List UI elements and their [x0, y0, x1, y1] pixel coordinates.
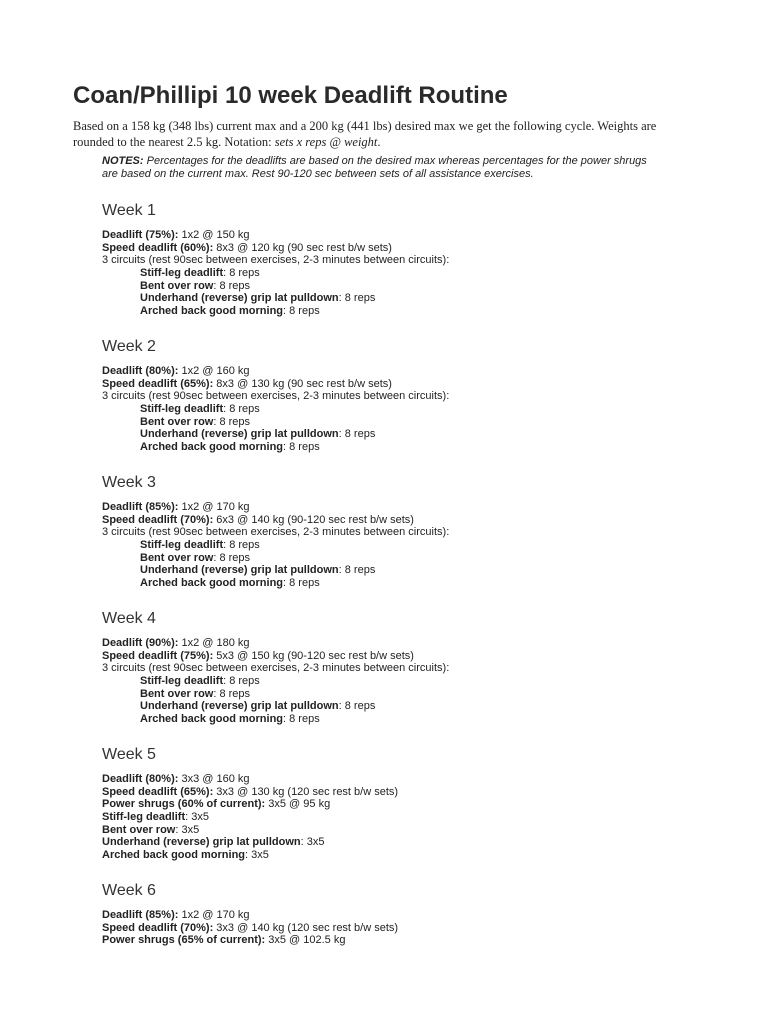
circuit-exercise-line — [102, 280, 702, 293]
exercise-prescription: : 3x5 — [300, 836, 325, 849]
week-heading: Week 3 — [102, 474, 156, 491]
exercise-name: Underhand (reverse) grip lat pulldown — [140, 292, 339, 305]
exercise-line — [102, 390, 702, 403]
exercise-name: Stiff-leg deadlift — [140, 539, 224, 552]
exercise-name: Deadlift (85%): — [102, 501, 179, 513]
exercise-name: Speed deadlift (70%): — [102, 513, 214, 526]
exercise-line — [102, 811, 702, 824]
exercise-name: Power shrugs (60% of current): — [102, 798, 266, 811]
circuit-exercise-line — [102, 675, 702, 688]
exercise-prescription: 1x2 @ 180 kg — [178, 637, 250, 649]
exercise-prescription: 8x3 @ 120 kg (90 sec rest b/w sets) — [213, 241, 392, 254]
exercise-prescription: 1x2 @ 150 kg — [178, 229, 250, 241]
exercise-prescription: : 8 reps — [223, 675, 260, 688]
exercise-name: Stiff-leg deadlift — [140, 267, 224, 280]
exercise-name: Underhand (reverse) grip lat pulldown — [102, 836, 301, 849]
exercise-name: Deadlift (80%): — [102, 365, 179, 377]
exercise-line — [102, 773, 702, 786]
exercise-prescription: 6x3 @ 140 kg (90-120 sec rest b/w sets) — [213, 513, 414, 526]
exercise-prescription: 1x2 @ 170 kg — [178, 501, 250, 513]
exercise-prescription: : 8 reps — [213, 279, 251, 292]
exercise-prescription: : 8 reps — [338, 700, 376, 713]
exercise-line — [102, 501, 702, 514]
circuit-exercise-line — [102, 700, 702, 713]
exercise-line — [102, 365, 702, 378]
week-section — [102, 473, 702, 590]
notes-paragraph — [102, 155, 662, 180]
exercise-prescription: : 8 reps — [283, 441, 320, 454]
exercise-prescription: : 8 reps — [338, 428, 376, 441]
exercise-line — [102, 798, 702, 811]
exercise-prescription: 3x5 @ 102.5 kg — [265, 934, 346, 947]
week-section — [102, 201, 702, 318]
exercise-prescription: 1x2 @ 170 kg — [178, 909, 250, 921]
intro-text-end: . — [377, 135, 381, 149]
exercise-name: Arched back good morning — [140, 577, 284, 590]
exercise-name: Deadlift (90%): — [102, 637, 179, 649]
exercise-name: Arched back good morning — [140, 713, 284, 726]
exercise-name: Bent over row — [140, 687, 214, 700]
circuit-exercise-line — [102, 552, 702, 565]
exercise-prescription: 3 circuits (rest 90sec between exercises, 2-3 minutes between circuits): — [102, 526, 450, 539]
week-section — [102, 609, 702, 726]
exercise-prescription: : 3x5 — [185, 811, 209, 824]
exercise-prescription: : 8 reps — [338, 564, 376, 577]
circuit-exercise-line — [102, 267, 702, 280]
exercise-name: Underhand (reverse) grip lat pulldown — [140, 564, 339, 577]
circuit-exercise-line — [102, 292, 702, 305]
exercise-prescription: : 8 reps — [283, 713, 320, 726]
week-heading: Week 2 — [102, 338, 156, 355]
exercise-name: Underhand (reverse) grip lat pulldown — [140, 428, 339, 441]
exercise-name: Deadlift (80%): — [102, 773, 179, 785]
exercise-name: Speed deadlift (70%): — [102, 921, 214, 934]
week-section — [102, 337, 702, 454]
exercise-prescription: 3x3 @ 140 kg (120 sec rest b/w sets) — [213, 921, 399, 934]
circuit-exercise-line — [102, 688, 702, 701]
exercise-name: Arched back good morning — [140, 305, 284, 318]
week-section — [102, 881, 702, 947]
exercise-name: Speed deadlift (75%): — [102, 649, 214, 662]
week-section — [102, 745, 702, 862]
week-heading: Week 5 — [102, 746, 156, 763]
week-heading: Week 6 — [102, 882, 156, 899]
exercise-line — [102, 378, 702, 391]
exercise-prescription: 3x5 @ 95 kg — [265, 798, 331, 811]
exercise-prescription: : 8 reps — [213, 687, 251, 700]
exercise-prescription: : 8 reps — [283, 305, 320, 318]
exercise-line — [102, 934, 702, 947]
exercise-line — [102, 229, 702, 242]
exercise-name: Arched back good morning — [102, 849, 246, 862]
exercise-prescription: : 8 reps — [223, 539, 260, 552]
intro-notation: sets x reps @ weight — [274, 135, 378, 149]
exercise-line — [102, 922, 702, 935]
exercise-prescription: 3 circuits (rest 90sec between exercises, 2-3 minutes between circuits): — [102, 254, 450, 267]
circuit-exercise-line — [102, 564, 702, 577]
exercise-name: Stiff-leg deadlift — [140, 675, 224, 688]
exercise-line — [102, 242, 702, 255]
exercise-name: Underhand (reverse) grip lat pulldown — [140, 700, 339, 713]
circuit-exercise-line — [102, 416, 702, 429]
exercise-prescription: : 8 reps — [283, 577, 320, 590]
exercise-prescription: : 8 reps — [338, 292, 376, 305]
exercise-prescription: : 8 reps — [223, 403, 260, 416]
exercise-prescription: : 8 reps — [213, 551, 251, 564]
week-heading: Week 4 — [102, 610, 156, 627]
exercise-name: Bent over row — [140, 551, 214, 564]
exercise-prescription: 3 circuits (rest 90sec between exercises, 2-3 minutes between circuits): — [102, 662, 450, 675]
exercise-prescription: 8x3 @ 130 kg (90 sec rest b/w sets) — [213, 377, 392, 390]
exercise-name: Bent over row — [140, 415, 214, 428]
exercise-prescription: 1x2 @ 160 kg — [178, 365, 250, 377]
exercise-line — [102, 514, 702, 527]
intro-text: Based on a 158 kg (348 lbs) current max and a 200 kg (441 lbs) desired max we get the following cycle. Weights are rounded to the nearest 2.5 kg. Notation: — [73, 119, 657, 149]
exercise-name: Stiff-leg deadlift — [140, 403, 224, 416]
exercise-name: Speed deadlift (65%): — [102, 785, 214, 798]
exercise-prescription: : 3x5 — [245, 849, 269, 862]
exercise-prescription: 3x3 @ 130 kg (120 sec rest b/w sets) — [213, 785, 399, 798]
exercise-name: Stiff-leg deadlift — [102, 811, 186, 824]
week-heading: Week 1 — [102, 202, 156, 219]
exercise-name: Power shrugs (65% of current): — [102, 934, 266, 947]
exercise-line — [102, 836, 702, 849]
exercise-line — [102, 909, 702, 922]
exercise-line — [102, 637, 702, 650]
exercise-line — [102, 650, 702, 663]
exercise-line — [102, 849, 702, 862]
exercise-name: Bent over row — [140, 279, 214, 292]
circuit-exercise-line — [102, 403, 702, 416]
exercise-name: Arched back good morning — [140, 441, 284, 454]
circuit-exercise-line — [102, 713, 702, 726]
exercise-prescription: : 3x5 — [175, 823, 200, 836]
exercise-prescription: : 8 reps — [223, 267, 260, 280]
exercise-prescription: 3x3 @ 160 kg — [178, 773, 250, 785]
exercise-line — [102, 254, 702, 267]
exercise-name: Speed deadlift (65%): — [102, 377, 214, 390]
circuit-exercise-line — [102, 305, 702, 318]
exercise-prescription: : 8 reps — [213, 415, 251, 428]
circuit-exercise-line — [102, 441, 702, 454]
exercise-line — [102, 662, 702, 675]
exercise-name: Deadlift (85%): — [102, 909, 179, 921]
circuit-exercise-line — [102, 539, 702, 552]
exercise-prescription: 5x3 @ 150 kg (90-120 sec rest b/w sets) — [213, 649, 414, 662]
exercise-line — [102, 526, 702, 539]
exercise-prescription: 3 circuits (rest 90sec between exercises, 2-3 minutes between circuits): — [102, 390, 450, 403]
exercise-name: Bent over row — [102, 823, 176, 836]
exercise-name: Speed deadlift (60%): — [102, 241, 214, 254]
notes-text: Percentages for the deadlifts are based on the desired max whereas percentages for the power shrugs are based on the current max. Rest 90-120 sec between sets of all assistance exercises. — [102, 155, 647, 180]
exercise-line — [102, 786, 702, 799]
page-title: Coan/Phillipi 10 week Deadlift Routine — [73, 82, 508, 109]
exercise-name: Deadlift (75%): — [102, 229, 179, 241]
intro-paragraph — [73, 118, 683, 150]
circuit-exercise-line — [102, 428, 702, 441]
circuit-exercise-line — [102, 577, 702, 590]
notes-label: NOTES: — [102, 155, 144, 167]
exercise-line — [102, 824, 702, 837]
